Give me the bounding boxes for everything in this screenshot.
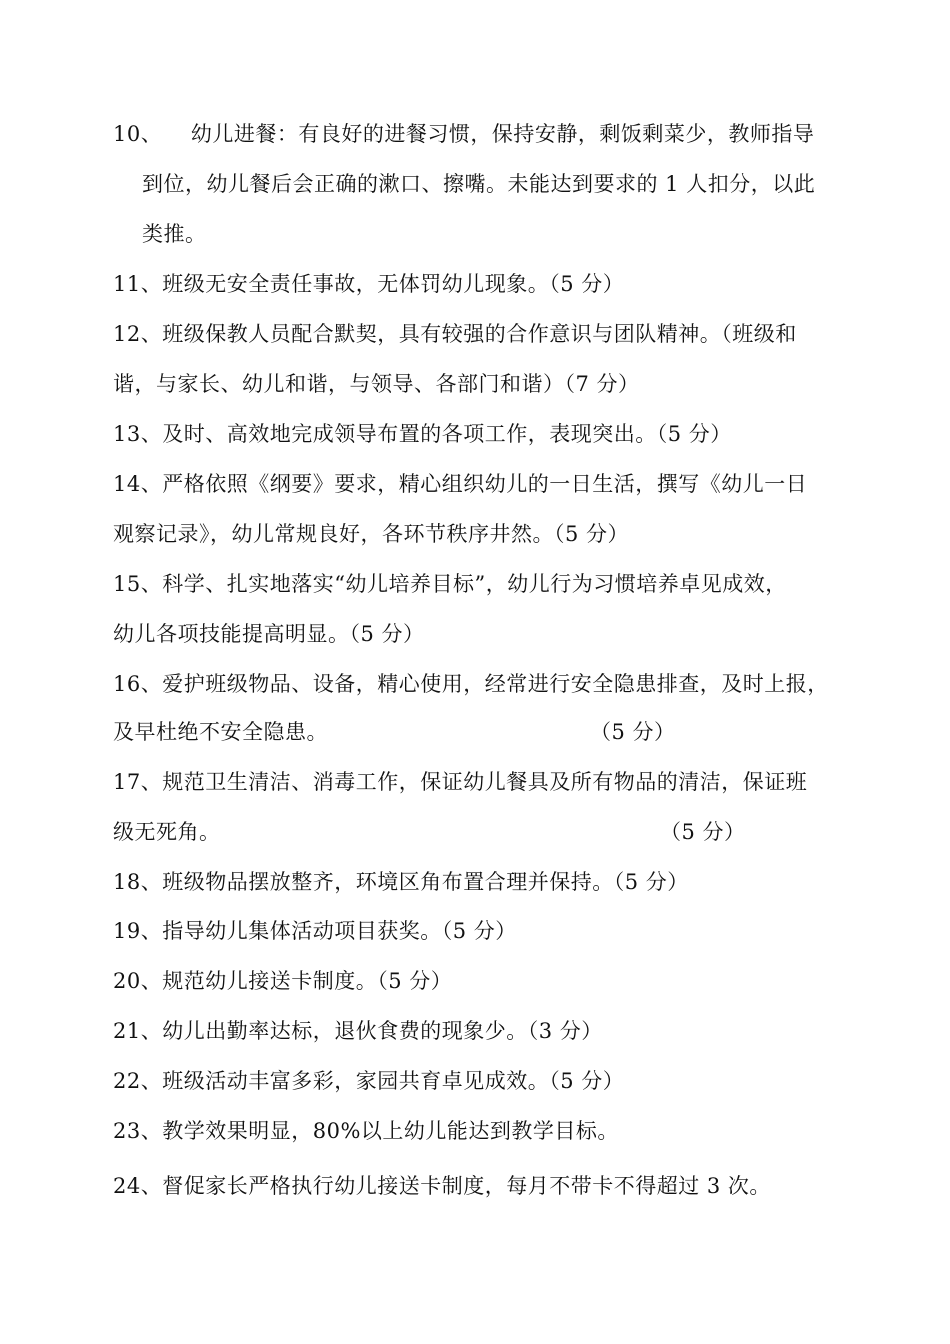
item-17-line-2: 级无死角。 [113,820,221,844]
item-12-line-2: 谐，与家长、幼儿和谐，与领导、各部门和谐）（7 分） [113,372,640,396]
item-16-score: （5 分） [590,720,676,744]
item-13: 13、及时、高效地完成领导布置的各项工作，表现突出。（5 分） [113,422,732,446]
item-20: 20、规范幼儿接送卡制度。（5 分） [113,969,453,993]
item-10-line-3: 类推。 [142,222,207,246]
item-17-line-1: 17、规范卫生清洁、消毒工作，保证幼儿餐具及所有物品的清洁，保证班 [113,770,808,794]
item-22: 22、班级活动丰富多彩，家园共育卓见成效。（5 分） [113,1069,625,1093]
item-24: 24、督促家长严格执行幼儿接送卡制度，每月不带卡不得超过 3 次。 [113,1174,771,1198]
item-10-line-2: 到位，幼儿餐后会正确的漱口、擦嘴。未能达到要求的 1 人扣分，以此 [142,172,816,196]
item-12-line-1: 12、班级保教人员配合默契，具有较强的合作意识与团队精神。（班级和 [113,322,797,346]
item-19: 19、指导幼儿集体活动项目获奖。（5 分） [113,919,517,943]
item-10-line-1: 10、 幼儿进餐：有良好的进餐习惯，保持安静，剩饭剩菜少，教师指导 [113,122,815,146]
item-17-score: （5 分） [660,820,746,844]
item-16-line-1: 16、爱护班级物品、设备，精心使用，经常进行安全隐患排查，及时上报， [113,672,829,696]
item-11: 11、班级无安全责任事故，无体罚幼儿现象。（5 分） [113,272,625,296]
item-21: 21、幼儿出勤率达标，退伙食费的现象少。（3 分） [113,1019,603,1043]
item-14-line-2: 观察记录》，幼儿常规良好，各环节秩序井然。（5 分） [113,522,630,546]
item-16-line-2: 及早杜绝不安全隐患。 [113,720,328,744]
item-15-line-1: 15、科学、扎实地落实“幼儿培养目标”，幼儿行为习惯培养卓见成效， [113,572,787,596]
item-23: 23、教学效果明显，80%以上幼儿能达到教学目标。 [113,1119,619,1143]
item-15-line-2: 幼儿各项技能提高明显。（5 分） [113,622,425,646]
item-18: 18、班级物品摆放整齐，环境区角布置合理并保持。（5 分） [113,870,689,894]
item-14-line-1: 14、严格依照《纲要》要求，精心组织幼儿的一日生活，撰写《幼儿一日 [113,472,808,496]
